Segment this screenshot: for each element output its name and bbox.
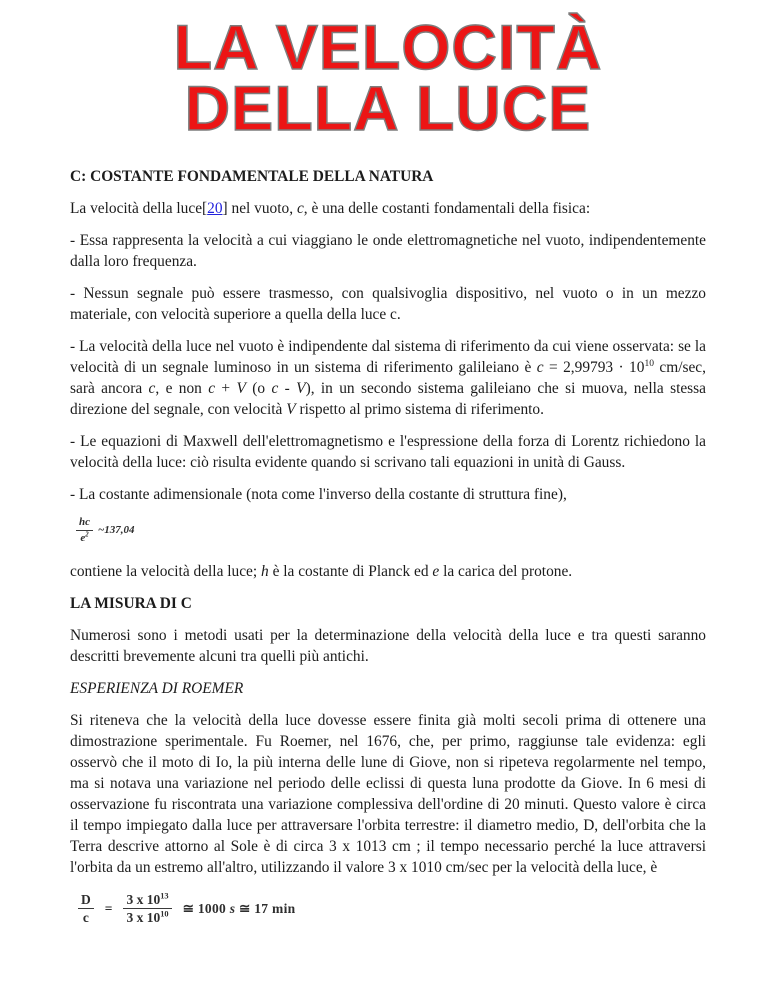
- fraction-numerator: hc: [76, 516, 93, 531]
- text-segment: c: [271, 380, 279, 398]
- paragraph-contains-constants: [70, 561, 706, 582]
- paragraph-em-waves: [70, 230, 706, 272]
- heading-costante-fondamentale: C: COSTANTE FONDAMENTALE DELLA NATURA: [70, 168, 434, 186]
- paragraph-intro: [70, 198, 706, 219]
- text-segment: ] nel vuoto,: [222, 200, 297, 218]
- text-segment: - Essa rappresenta la velocità a cui viaggiano le onde elettromagnetiche nel vuoto, indipendentemente dalla loro frequenza.: [70, 232, 706, 271]
- text-segment: -: [278, 380, 297, 398]
- paragraph-reference-frames: [70, 336, 706, 420]
- text-segment: V: [296, 380, 306, 398]
- formula-fine-structure: [76, 516, 706, 544]
- text-segment: c: [296, 200, 304, 218]
- paragraph-roemer-experiment: [70, 710, 706, 878]
- document-title: [70, 13, 706, 145]
- text-segment: ≅ 17 min: [235, 900, 296, 916]
- heading-misura-di-c: LA MISURA DI C: [70, 594, 192, 612]
- text-segment: - Nessun segnale può essere trasmesso, con qualsivoglia dispositivo, nel vuoto o in un mezzo materiale, con velocità superiore a quella della luce c.: [70, 285, 706, 324]
- formula-result: [183, 901, 296, 917]
- text-segment: ≅ 1000: [182, 900, 230, 916]
- text-segment: la carica del protone.: [439, 562, 573, 580]
- text-segment: - Le equazioni di Maxwell dell'elettromagnetismo e l'espressione della forza di Lorentz richiedono la velocità della luce: ciò risulta evidente quando si scrivano tali equazioni in unità di Gauss.: [70, 433, 706, 472]
- text-segment: contiene la velocità della luce;: [70, 562, 262, 580]
- formula-roemer-time: [78, 892, 706, 926]
- heading-esperienza-roemer: ESPERIENZA DI ROEMER: [70, 679, 244, 697]
- text-segment: cm/sec, sarà ancora: [70, 359, 706, 398]
- text-segment: 10: [644, 358, 654, 370]
- paragraph-adimensional-constant: [70, 484, 706, 505]
- text-segment: , e non: [155, 380, 209, 398]
- text-segment: è la costante di Planck ed: [268, 562, 433, 580]
- text-segment: +: [215, 380, 237, 398]
- fraction-numerator: 3 x $10^{13}$: [123, 892, 171, 910]
- document-title-line1: LA VELOCITÀ: [173, 13, 603, 83]
- document-title-line2: DELLA LUCE: [184, 74, 592, 145]
- text-segment: c: [536, 359, 544, 377]
- text-segment: - La costante adimensionale (nota come l'inverso della costante di struttura fine),: [70, 486, 567, 504]
- text-segment: - La velocità della luce nel vuoto è indipendente dal sistema di riferimento da cui viene osservata: se la velocità di un segnale luminoso in un sistema di riferimento galileiano è: [70, 338, 706, 377]
- paragraph-maxwell-lorentz: [70, 431, 706, 473]
- fraction-distance-over-speed: [123, 892, 171, 926]
- fraction-numerator: D: [78, 892, 94, 910]
- fraction-d-over-c: [78, 892, 94, 926]
- formula-value: ~137,04: [98, 524, 135, 537]
- text-segment: rispetto al primo sistema di riferimento.: [295, 401, 544, 419]
- equals-sign: =: [104, 900, 113, 916]
- text-segment: e: [432, 562, 440, 580]
- text-segment: h: [261, 562, 269, 580]
- paragraph-no-signal: [70, 283, 706, 325]
- text-segment: c: [208, 380, 216, 398]
- text-segment: c: [148, 380, 156, 398]
- text-segment: La velocità della luce[: [70, 200, 208, 218]
- text-segment: V: [236, 380, 246, 398]
- text-segment: s: [229, 900, 236, 916]
- text-segment: Numerosi sono i metodi usati per la determinazione della velocità della luce e tra questi saranno descritti brevemente alcuni tra quelli più antichi.: [70, 626, 706, 665]
- text-segment: ), in un secondo sistema galileiano che si muova, nella stessa direzione del segnale, con velocità: [70, 380, 706, 419]
- paragraph-methods: [70, 625, 706, 667]
- fraction-hc-over-e2: [76, 516, 93, 544]
- fraction-denominator: 3 x $10^{10}$: [126, 909, 169, 926]
- text-segment: V: [286, 401, 296, 419]
- text-segment: (o: [245, 380, 272, 398]
- fraction-denominator: c: [82, 910, 89, 926]
- text-segment: , è una delle costanti fondamentali della fisica:: [303, 200, 591, 218]
- text-segment: Si riteneva che la velocità della luce dovesse essere finita già molti secoli prima di ottenere una dimostrazione sperimentale. Fu Roemer, nel 1676, che, per primo, raggiunse tale evidenza: egli osservò che il moto di Io, la più interna delle lune di Giove, non si ripeteva regolarmente nel tempo, ma si notava una variazione nel periodo delle eclissi di questa luna prodotte da Giove. In 6 mesi di osservazione fu riscontrata una variazione complessiva dell'ordine di 20 minuti. Questo valore è circa il tempo impiegato dalla luce per attraversare l'orbita terrestre: il diametro medio, D, dell'orbita che la Terra descrive attorno al Sole è di circa 3 x 1013 cm ; il tempo necessario perché la luce attraversi l'orbita da un estremo all'altro, utilizzando il valore 3 x 1010 cm/sec per la velocità della luce, è: [70, 711, 706, 876]
- fraction-denominator: $e^2$: [80, 531, 89, 544]
- text-segment: = 2,99793 · 10: [543, 359, 645, 377]
- citation-link-20[interactable]: 20: [207, 200, 223, 218]
